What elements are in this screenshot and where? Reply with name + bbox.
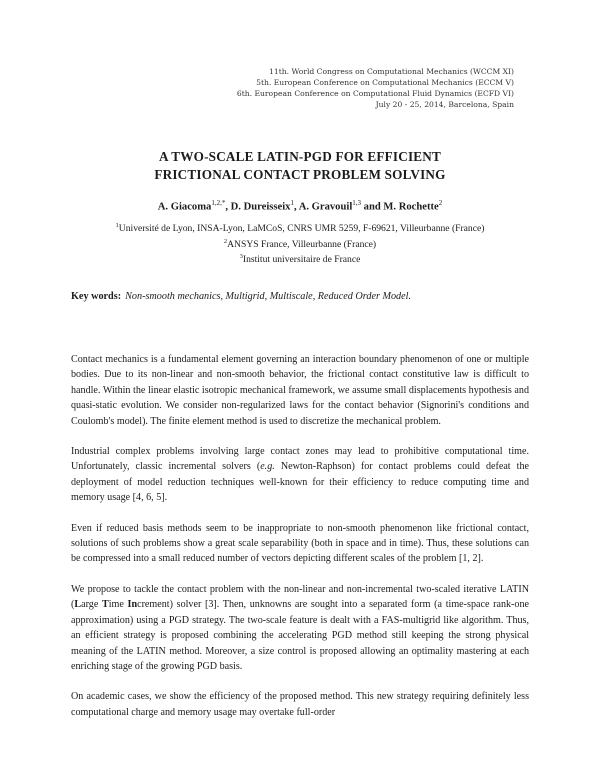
paragraph: On academic cases, we show the efficiency of the proposed method. This new strategy requiring definitely less computational charge and memory usage may overtake full-order: [71, 691, 529, 718]
title-line-1: A TWO-SCALE LATIN-PGD FOR EFFICIENT: [158, 149, 442, 164]
abstract-body: [71, 352, 529, 720]
paper-title: [0, 148, 600, 184]
author-conjunction: and: [363, 201, 381, 213]
keywords: [71, 291, 541, 302]
author-affil-sup: 2: [438, 199, 443, 207]
paragraph-italic: e.g.: [260, 461, 275, 473]
affiliation-sup: 3: [239, 253, 243, 261]
author-affil-sup: 1: [290, 199, 294, 207]
paragraph-text: crement: [137, 599, 170, 611]
affiliation: [0, 251, 600, 267]
paragraph: Even if reduced basis methods seem to be inappropriate to non-smooth phenomenon like frictional contact, solutions of such problems show a great scale separability (both in space and in time). Thus, these solutions can be compressed into a small reduced number of vectors depicting different scales of the problem [1, 2].: [71, 522, 529, 565]
conference-date-location: July 20 - 25, 2014, Barcelona, Spain: [375, 100, 514, 109]
title-line-2: FRICTIONAL CONTACT PROBLEM SOLVING: [154, 167, 446, 182]
author-list: A. Giacoma$^{1,2,*}$, D. Dureisseix$^1$, A. Gravouil$^{1,3}$ and M. Rochette$^2$: [157, 199, 443, 213]
paragraph-text: ime: [108, 599, 128, 611]
paragraph-text: Newton-Raphson) for contact problems could defeat the deployment of model reduction techniques well-known for their efficiency to reduce computing time and memory usage [4, 6, 5].: [71, 461, 529, 504]
paragraph: [71, 444, 529, 506]
paragraph-text: We propose to tackle the contact problem with the non-linear and non-incremental two-scaled iterative LATIN (: [71, 583, 529, 611]
acronym-letter: T: [101, 599, 109, 611]
paragraph: [71, 582, 529, 674]
affiliation: [0, 220, 600, 236]
affiliation-text: ANSYS France, Villeurbanne (France): [227, 238, 377, 250]
paragraph-text: arge: [81, 599, 102, 611]
author-name: A. Giacoma: [157, 201, 212, 213]
affiliation-text: Université de Lyon, INSA-Lyon, LaMCoS, CNRS UMR 5259, F-69621, Villeurbanne (France): [118, 223, 485, 235]
author-affil-sup: 1,3: [352, 199, 362, 207]
conference-line: 6th. European Conference on Computational Fluid Dynamics (ECFD VI): [236, 89, 514, 98]
affiliation-sup: 2: [223, 237, 228, 245]
affiliations: [0, 220, 600, 267]
keywords-text: Non-smooth mechanics, Multigrid, Multiscale, Reduced Order Model.: [125, 291, 412, 302]
affiliation-sup: 1: [115, 222, 119, 229]
acronym-letter: In: [127, 599, 138, 611]
author-affil-sup: 1,2,*: [211, 199, 226, 207]
author-name: M. Rochette: [383, 201, 439, 213]
acronym-letter: L: [74, 599, 82, 611]
affiliation: [0, 236, 600, 252]
author-name: D. Dureisseix: [230, 201, 291, 213]
paragraph-text: Industrial complex problems involving large contact zones may lead to prohibitive computational time. Unfortunately, classic incremental solvers (: [71, 446, 529, 473]
paragraph-text: ) solver [3]. Then, unknowns are sought into a separated form (a time-space rank-one approximation) using a PGD strategy. The two-scale feature is dealt with a FAS-multigrid like algorithm. Thus, an efficient strategy is proposed combining the accelerating PGD method still keeping the strong physical meaning of the LATIN method. Moreover, a size control is proposed allowing an optimality mastering at each enriching stage of the growing PGD basis.: [71, 599, 529, 672]
paragraph: Contact mechanics is a fundamental element governing an interaction boundary phenomenon of one or multiple bodies. Due to its non-linear and non-smooth behavior, the frictional contact constitutive law is difficult to handle. Within the linear elastic isotropic mechanical framework, we assume small displacements hypothesis and quasi-static evolution. We consider non-regularized laws for the contact behavior (Signorini's conditions and Coulomb's model). The finite element method is used to discretize the mechanical problem.: [71, 354, 529, 427]
conference-header: [154, 66, 514, 110]
keywords-label: Key words:: [71, 291, 122, 302]
author-name: A. Gravouil: [298, 201, 353, 213]
conference-line: 5th. European Conference on Computational Mechanics (ECCM V): [256, 78, 514, 87]
conference-line: 11th. World Congress on Computational Mechanics (WCCM XI): [269, 67, 514, 76]
affiliation-text: Institut universitaire de France: [242, 254, 361, 266]
